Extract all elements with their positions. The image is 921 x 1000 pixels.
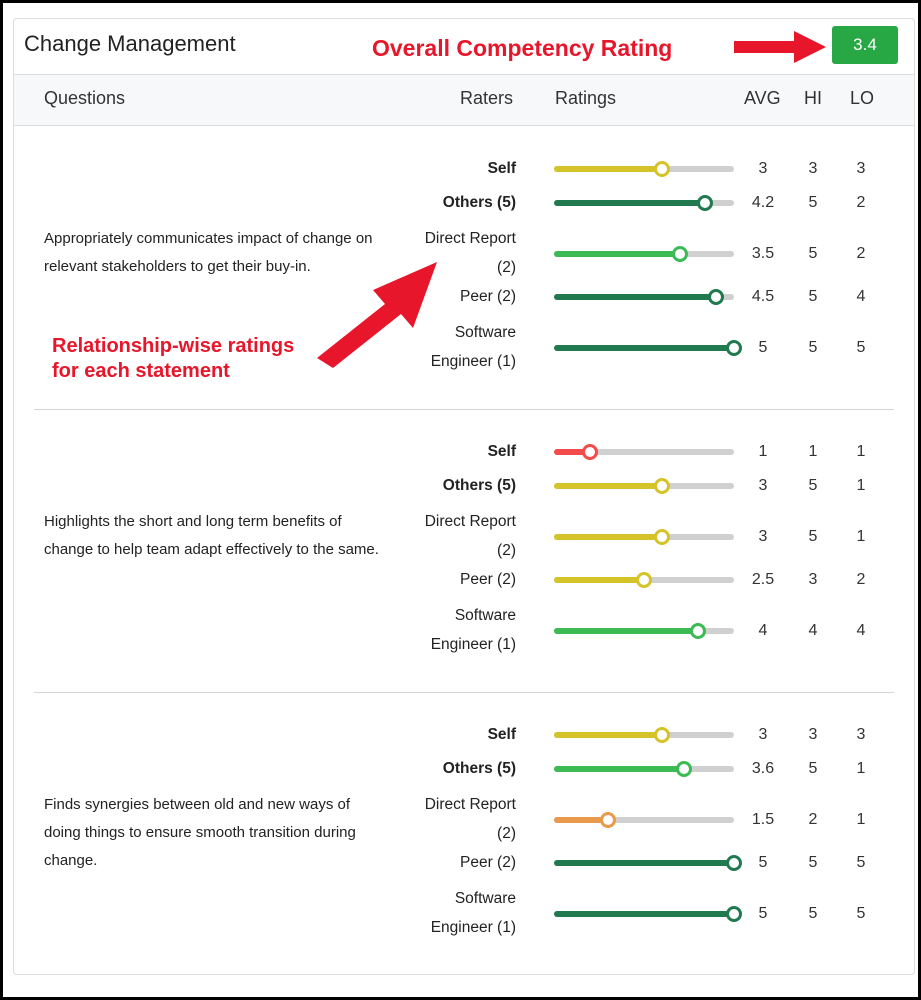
rating-slider-fill [554, 732, 662, 738]
rater-label-line: Direct Report [424, 513, 516, 530]
rating-lo-value: 5 [856, 338, 866, 356]
rating-hi-value: 1 [808, 443, 818, 460]
rating-avg-value: 5 [758, 904, 768, 922]
rating-avg-value: 3.5 [751, 244, 775, 262]
rating-slider-fill [554, 577, 644, 583]
column-header-row [14, 75, 914, 126]
section-divider [34, 692, 894, 693]
rater-label-line: Others (5) [442, 194, 516, 211]
rating-avg-value: 1 [758, 443, 768, 460]
rater-row [14, 721, 914, 749]
rater-label [376, 508, 516, 565]
rating-avg-value: 4.5 [751, 288, 775, 305]
rater-row [14, 225, 914, 282]
rating-slider-knob [654, 529, 670, 545]
rating-hi-value: 5 [808, 338, 818, 356]
rating-slider-knob [654, 478, 670, 494]
rater-label [376, 849, 516, 878]
rating-slider [554, 294, 734, 300]
overall-rating-badge: 3.4 [832, 26, 898, 64]
rating-lo-value: 4 [856, 621, 866, 639]
rating-slider-fill [554, 860, 734, 866]
rating-slider-fill [554, 483, 662, 489]
rater-label [376, 755, 516, 784]
question-text: Appropriately communicates impact of change on relevant stakeholders to get their buy-in. [44, 230, 373, 275]
rating-lo-value: 2 [856, 244, 866, 262]
rater-label-line: Self [487, 726, 516, 743]
rating-hi-value: 3 [808, 571, 818, 588]
rating-lo-value: 5 [856, 904, 866, 922]
rating-avg-value: 3.6 [751, 760, 775, 777]
rating-lo-value: 2 [856, 571, 866, 588]
rater-row [14, 438, 914, 466]
rating-slider [554, 534, 734, 540]
rating-slider-fill [554, 628, 698, 634]
rating-avg-value: 3 [758, 726, 768, 743]
rating-lo-value: 1 [856, 477, 866, 494]
rating-hi-value: 5 [808, 194, 818, 211]
rating-slider-fill [554, 534, 662, 540]
rating-slider-knob [654, 727, 670, 743]
rater-label-line: Direct Report [424, 796, 516, 813]
rating-hi-value: 5 [808, 244, 818, 262]
rating-slider [554, 200, 734, 206]
rater-label [376, 189, 516, 218]
rating-slider [554, 628, 734, 634]
rating-lo-value: 1 [856, 527, 866, 545]
rater-label [376, 721, 516, 750]
rater-label-line: Peer (2) [460, 854, 516, 871]
rating-slider-knob [600, 812, 616, 828]
rating-slider [554, 251, 734, 257]
rating-hi-value: 4 [808, 621, 818, 639]
rating-slider [554, 166, 734, 172]
rating-slider [554, 577, 734, 583]
rater-label-line: Peer (2) [460, 571, 516, 588]
rating-lo-value: 5 [856, 854, 866, 871]
rating-avg-value: 5 [758, 338, 768, 356]
rating-avg-value: 4.2 [751, 194, 775, 211]
rating-slider-fill [554, 345, 734, 351]
rating-hi-value: 5 [808, 854, 818, 871]
rater-row [14, 755, 914, 783]
section-divider [34, 409, 894, 410]
rater-row [14, 791, 914, 848]
screenshot-frame [3, 3, 918, 997]
rating-hi-value: 5 [808, 904, 818, 922]
rating-slider-knob [582, 444, 598, 460]
rating-slider-fill [554, 166, 662, 172]
col-header-questions: Questions [44, 88, 126, 108]
rater-row [14, 155, 914, 183]
rater-row [14, 508, 914, 565]
rating-slider-knob [726, 340, 742, 356]
col-header-raters: Raters [460, 88, 514, 108]
rater-label-line: Self [487, 160, 516, 177]
rating-slider-knob [690, 623, 706, 639]
rater-label [376, 438, 516, 467]
rater-row [14, 283, 914, 311]
rater-label-line: Others (5) [442, 477, 516, 494]
rating-slider-knob [726, 906, 742, 922]
rater-row [14, 849, 914, 877]
rater-label [376, 472, 516, 501]
rating-slider-knob [676, 761, 692, 777]
rater-label [376, 155, 516, 184]
rater-label [376, 885, 516, 942]
rating-avg-value: 3 [758, 160, 768, 177]
rater-label-line: Software [454, 324, 516, 341]
rater-label-line: Peer (2) [460, 288, 516, 305]
rater-label-line: Software [454, 607, 516, 624]
rating-slider [554, 449, 734, 455]
rating-slider-fill [554, 251, 680, 257]
rater-label-line: (2) [497, 258, 516, 276]
rating-hi-value: 2 [808, 810, 818, 828]
col-header-hi: HI [804, 88, 822, 108]
rater-label-line: Self [487, 443, 516, 460]
question-section [14, 695, 914, 975]
rater-row [14, 472, 914, 500]
rater-label-line: Engineer (1) [430, 635, 516, 653]
rating-slider-knob [636, 572, 652, 588]
rating-slider [554, 817, 734, 823]
rater-label [376, 566, 516, 595]
rating-avg-value: 2.5 [751, 571, 775, 588]
rating-slider-knob [697, 195, 713, 211]
question-text: Finds synergies between old and new ways of doing things to ensure smooth transition during change. [44, 796, 356, 869]
rating-hi-value: 5 [808, 477, 818, 494]
rater-label-line: Software [454, 890, 516, 907]
rater-label [376, 791, 516, 848]
col-header-lo: LO [850, 88, 875, 108]
rating-avg-value: 1.5 [751, 810, 775, 828]
question-section [14, 412, 914, 694]
rating-hi-value: 5 [808, 760, 818, 777]
rating-hi-value: 5 [808, 288, 818, 305]
rater-label-line: Direct Report [424, 230, 516, 247]
rating-avg-value: 5 [758, 854, 768, 871]
rating-lo-value: 4 [856, 288, 866, 305]
rating-slider [554, 766, 734, 772]
rater-label-line: (2) [497, 541, 516, 559]
rating-lo-value: 3 [856, 726, 866, 743]
relationship-ratings-annotation: Relationship-wise ratings for each statement [52, 335, 295, 382]
rater-label-line: (2) [497, 824, 516, 842]
rating-lo-value: 1 [856, 810, 866, 828]
col-header-avg: AVG [744, 88, 781, 108]
rating-slider-knob [708, 289, 724, 305]
rating-slider-knob [654, 161, 670, 177]
rating-slider [554, 345, 734, 351]
annotation-arrow-diagonal-icon [309, 254, 444, 374]
rating-lo-value: 1 [856, 760, 866, 777]
rating-slider-fill [554, 294, 716, 300]
rating-slider-knob [726, 855, 742, 871]
rating-slider-fill [554, 200, 705, 206]
rating-slider [554, 911, 734, 917]
rating-lo-value: 1 [856, 443, 866, 460]
rating-avg-value: 3 [758, 527, 768, 545]
competency-title: Change Management [24, 31, 236, 56]
rating-slider [554, 860, 734, 866]
rater-label [376, 602, 516, 659]
rater-label-line: Engineer (1) [430, 352, 516, 370]
card-header [14, 19, 914, 75]
rater-label-line: Engineer (1) [430, 918, 516, 936]
rating-hi-value: 3 [808, 726, 818, 743]
rating-hi-value: 5 [808, 527, 818, 545]
rater-row [14, 885, 914, 942]
rater-label-line: Others (5) [442, 760, 516, 777]
rating-hi-value: 3 [808, 160, 818, 177]
rating-avg-value: 3 [758, 477, 768, 494]
rating-lo-value: 2 [856, 194, 866, 211]
rating-avg-value: 4 [758, 621, 768, 639]
rater-row [14, 566, 914, 594]
rating-slider-fill [554, 766, 684, 772]
rating-lo-value: 3 [856, 160, 866, 177]
rating-slider-knob [672, 246, 688, 262]
rater-row [14, 189, 914, 217]
col-header-ratings: Ratings [555, 88, 617, 108]
competency-card [13, 18, 915, 975]
annotation-arrow-right-icon [732, 29, 828, 65]
rater-row [14, 602, 914, 659]
rating-slider [554, 483, 734, 489]
question-text: Highlights the short and long term benefits of change to help team adapt effectively to the same. [44, 513, 379, 558]
overall-rating-annotation: Overall Competency Rating [372, 35, 673, 61]
rating-slider [554, 732, 734, 738]
rating-slider-fill [554, 911, 734, 917]
